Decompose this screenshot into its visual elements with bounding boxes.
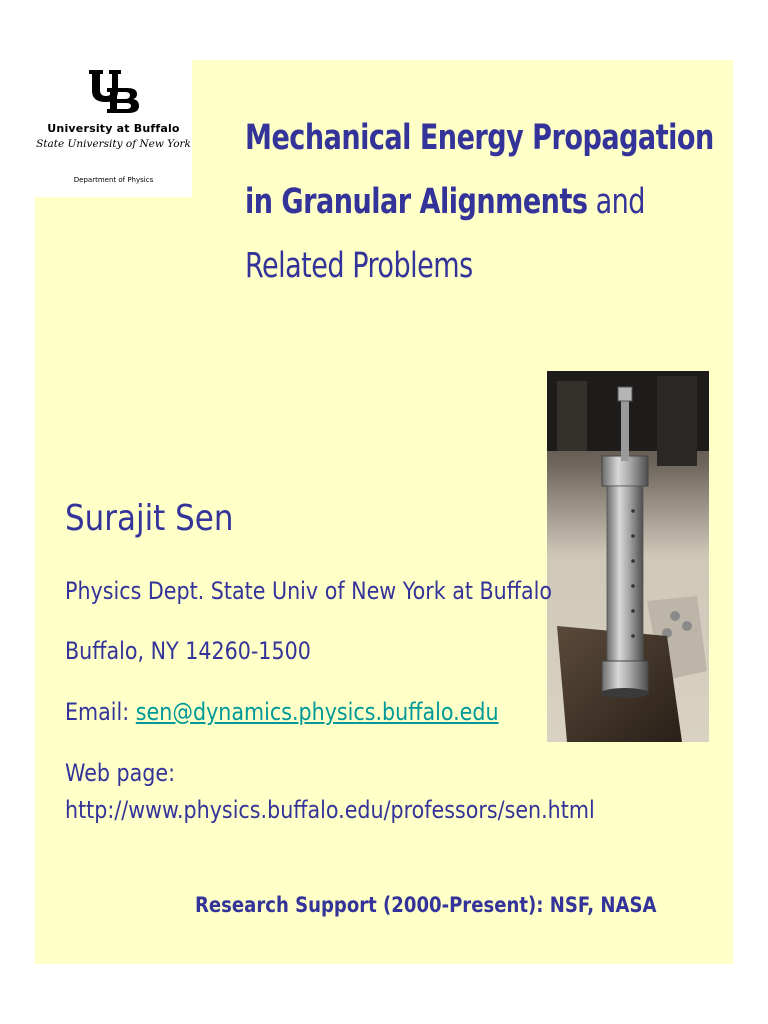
author-affiliation: Physics Dept. State Univ of New York at Buffalo [65, 577, 553, 605]
research-support: Research Support (2000-Present): NSF, NASA [195, 893, 657, 917]
apparatus-photo [547, 371, 709, 742]
email-link[interactable]: sen@dynamics.physics.buffalo.edu [135, 698, 499, 726]
title-line-3: Related Problems [245, 246, 473, 286]
ub-logo-icon [87, 68, 141, 114]
web-page-label: Web page: [65, 759, 176, 787]
web-page-url[interactable]: http://www.physics.buffalo.edu/professors/sen.html [65, 796, 595, 824]
author-address: Buffalo, NY 14260-1500 [65, 637, 311, 665]
title-line-1: Mechanical Energy Propagation [245, 118, 714, 158]
logo-department: Department of Physics [73, 176, 154, 184]
author-name: Surajit Sen [65, 498, 234, 539]
email-label: Email: [65, 698, 136, 726]
slide-title [245, 106, 714, 298]
title-line-2-plain: and [587, 182, 645, 222]
author-email-line [65, 698, 499, 726]
title-line-2-bold: in Granular Alignments [245, 182, 588, 222]
logo-university-name: University at Buffalo [47, 122, 180, 135]
logo-state-university: State University of New York [36, 138, 191, 150]
university-logo [35, 60, 192, 197]
